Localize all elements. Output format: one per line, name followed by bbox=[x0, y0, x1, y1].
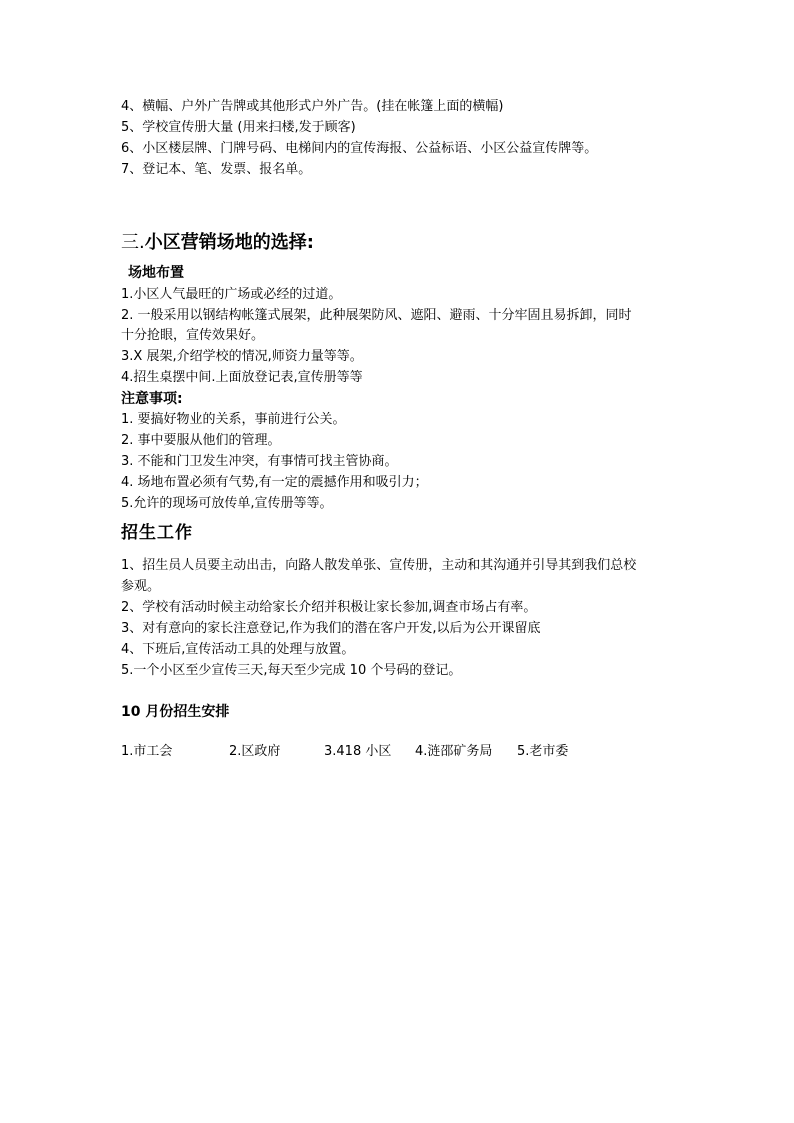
list-item: 十分抢眼，宣传效果好。 bbox=[121, 328, 265, 343]
place-item: 4.涟邵矿务局 bbox=[415, 744, 493, 759]
list-item: 4. 场地布置必须有气势,有一定的震撼作用和吸引力； bbox=[121, 475, 428, 490]
list-item: 4、下班后,宣传活动工具的处理与放置。 bbox=[121, 642, 355, 657]
list-item: 2、学校有活动时候主动给家长介绍并积极让家长参加,调查市场占有率。 bbox=[121, 600, 537, 615]
list-item: 1.小区人气最旺的广场或必经的过道。 bbox=[121, 287, 342, 302]
subheading-venue: 场地布置 bbox=[128, 265, 184, 281]
place-item: 1.市工会 bbox=[121, 744, 173, 759]
list-item: 1. 要搞好物业的关系，事前进行公关。 bbox=[121, 412, 346, 427]
recruit-heading: 招生工作 bbox=[121, 523, 193, 543]
list-item: 7、登记本、笔、发票、报名单。 bbox=[121, 162, 312, 177]
section-number: 三. bbox=[121, 232, 145, 253]
list-item: 5.一个小区至少宣传三天,每天至少完成 10 个号码的登记。 bbox=[121, 663, 462, 678]
list-item: 3.X 展架,介绍学校的情况,师资力量等等。 bbox=[121, 349, 363, 364]
list-item: 3. 不能和门卫发生冲突，有事情可找主管协商。 bbox=[121, 454, 398, 469]
list-item: 1、招生员人员要主动出击，向路人散发单张、宣传册，主动和其沟通并引导其到我们总校 bbox=[121, 558, 637, 573]
october-places-row bbox=[121, 742, 681, 762]
october-heading: 10 月份招生安排 bbox=[121, 704, 230, 720]
section-heading bbox=[121, 231, 314, 255]
list-item: 2. 事中要服从他们的管理。 bbox=[121, 433, 281, 448]
list-item: 5、学校宣传册大量 (用来扫楼,发于顾客) bbox=[121, 120, 356, 135]
place-item: 2.区政府 bbox=[229, 744, 281, 759]
list-item: 4.招生桌摆中间.上面放登记表,宣传册等等 bbox=[121, 370, 363, 385]
list-item: 6、小区楼层牌、门牌号码、电梯间内的宣传海报、公益标语、小区公益宣传牌等。 bbox=[121, 141, 598, 156]
list-item: 2. 一般采用以钢结构帐篷式展架，此种展架防风、遮阳、避雨、十分牢固且易拆卸，同时 bbox=[121, 308, 632, 323]
subheading-notes: 注意事项: bbox=[121, 391, 183, 407]
section-title: 小区营销场地的选择: bbox=[144, 232, 314, 253]
list-item: 5.允许的现场可放传单,宣传册等等。 bbox=[121, 496, 333, 511]
place-item: 5.老市委 bbox=[517, 744, 569, 759]
list-item: 4、横幅、户外广告牌或其他形式户外广告。(挂在帐篷上面的横幅) bbox=[121, 99, 504, 114]
list-item: 参观。 bbox=[121, 579, 161, 594]
list-item: 3、对有意向的家长注意登记,作为我们的潜在客户开发,以后为公开课留底 bbox=[121, 621, 541, 636]
place-item: 3.418 小区 bbox=[324, 744, 392, 759]
